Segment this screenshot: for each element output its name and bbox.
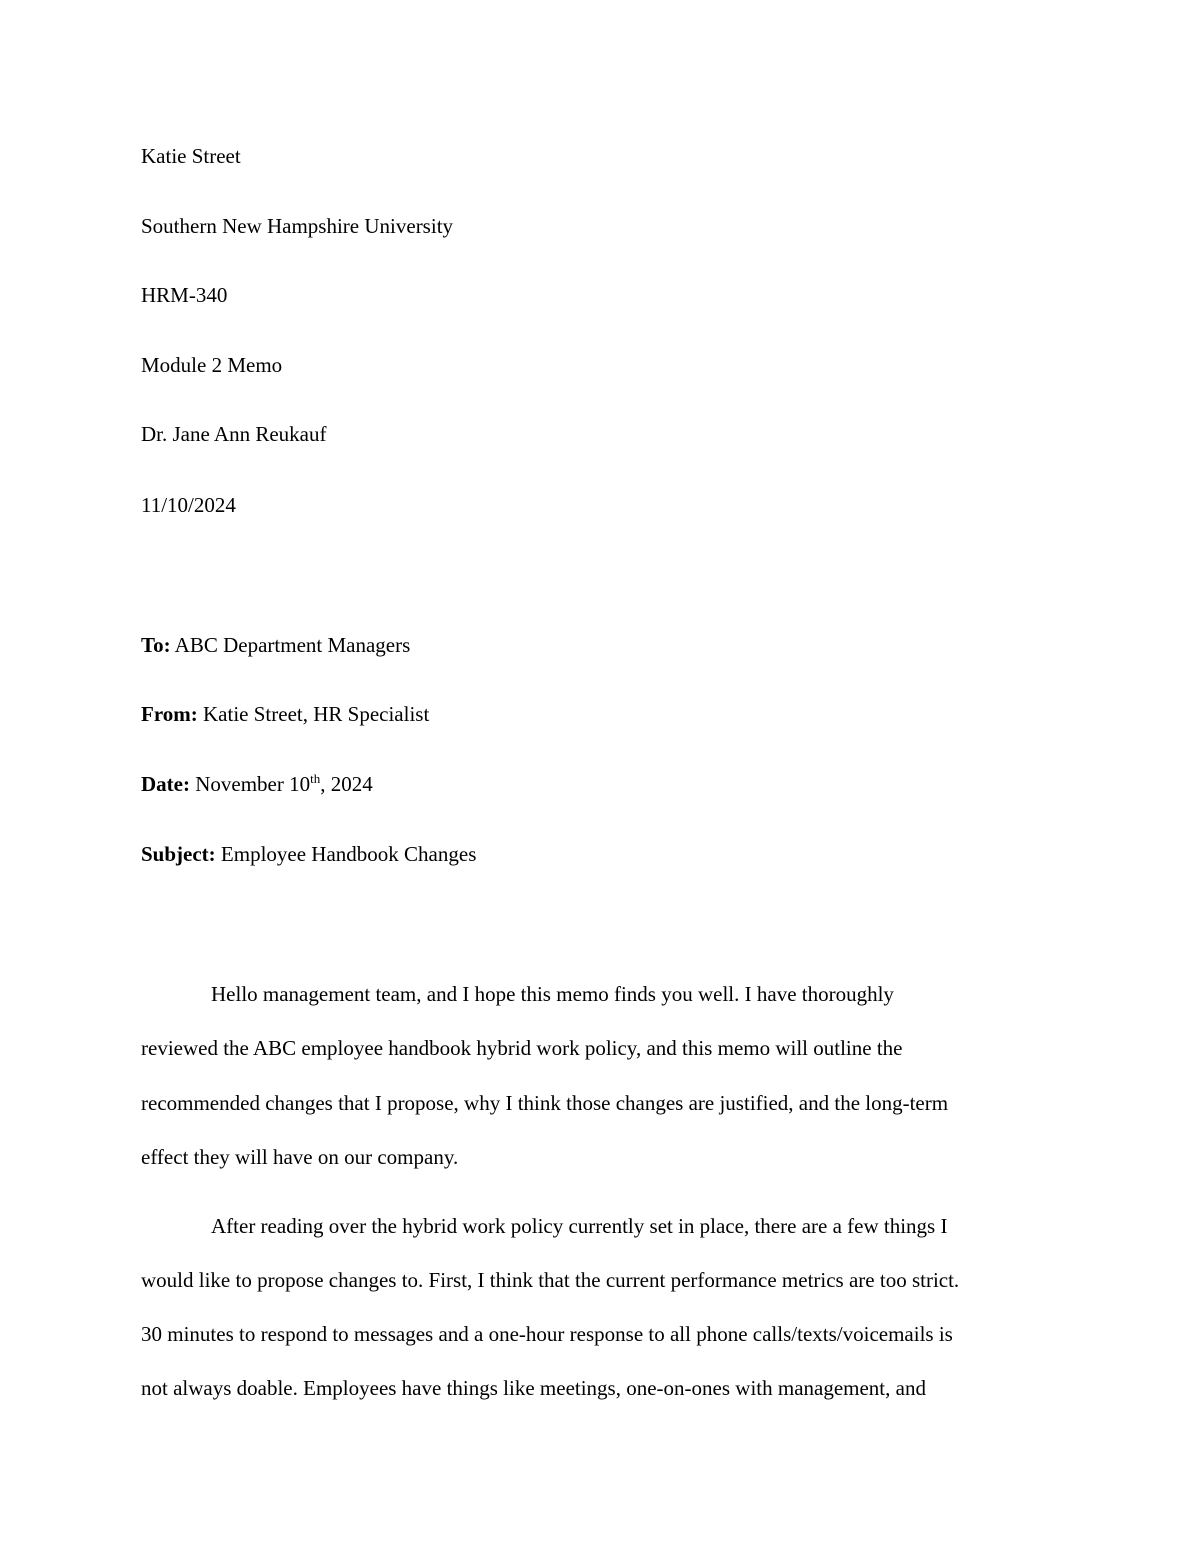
paragraph-1-line-4: effect they will have on our company. <box>141 1145 459 1169</box>
memo-to-line <box>141 633 410 657</box>
memo-subject-line <box>141 842 476 866</box>
memo-from-value: Katie Street, HR Specialist <box>197 702 430 726</box>
memo-from-label: From: <box>141 702 198 726</box>
paragraph-1-line-2: reviewed the ABC employee handbook hybrid work policy, and this memo will outline the <box>141 1036 903 1060</box>
memo-subject-label: Subject: <box>141 842 216 866</box>
memo-to-label: To: <box>141 633 171 657</box>
header-date: 11/10/2024 <box>141 493 236 517</box>
author-name: Katie Street <box>141 144 241 168</box>
memo-date-value-sup: th <box>310 771 321 786</box>
paragraph-2-line-3: 30 minutes to respond to messages and a one-hour response to all phone calls/texts/voicemails is <box>141 1322 953 1346</box>
institution-name: Southern New Hampshire University <box>141 214 454 238</box>
memo-date-value-post: , 2024 <box>320 772 373 796</box>
memo-subject-value: Employee Handbook Changes <box>215 842 477 866</box>
memo-to-value: ABC Department Managers <box>170 633 411 657</box>
memo-date-line <box>141 772 373 796</box>
paragraph-2-line-1: After reading over the hybrid work policy currently set in place, there are a few things I <box>211 1214 948 1238</box>
memo-from-line <box>141 702 429 726</box>
paragraph-2-line-4: not always doable. Employees have things like meetings, one-on-ones with management, and <box>141 1376 926 1400</box>
memo-date-value-pre: November 10 <box>189 772 311 796</box>
paragraph-1-line-3: recommended changes that I propose, why I think those changes are justified, and the long-term <box>141 1091 949 1115</box>
paragraph-2-line-2: would like to propose changes to. First, I think that the current performance metrics are too strict. <box>141 1268 960 1292</box>
assignment-title: Module 2 Memo <box>141 353 283 377</box>
instructor-name: Dr. Jane Ann Reukauf <box>141 422 327 446</box>
course-code: HRM-340 <box>141 283 228 307</box>
paragraph-1-line-1: Hello management team, and I hope this memo finds you well. I have thoroughly <box>211 982 894 1006</box>
memo-date-label: Date: <box>141 772 190 796</box>
